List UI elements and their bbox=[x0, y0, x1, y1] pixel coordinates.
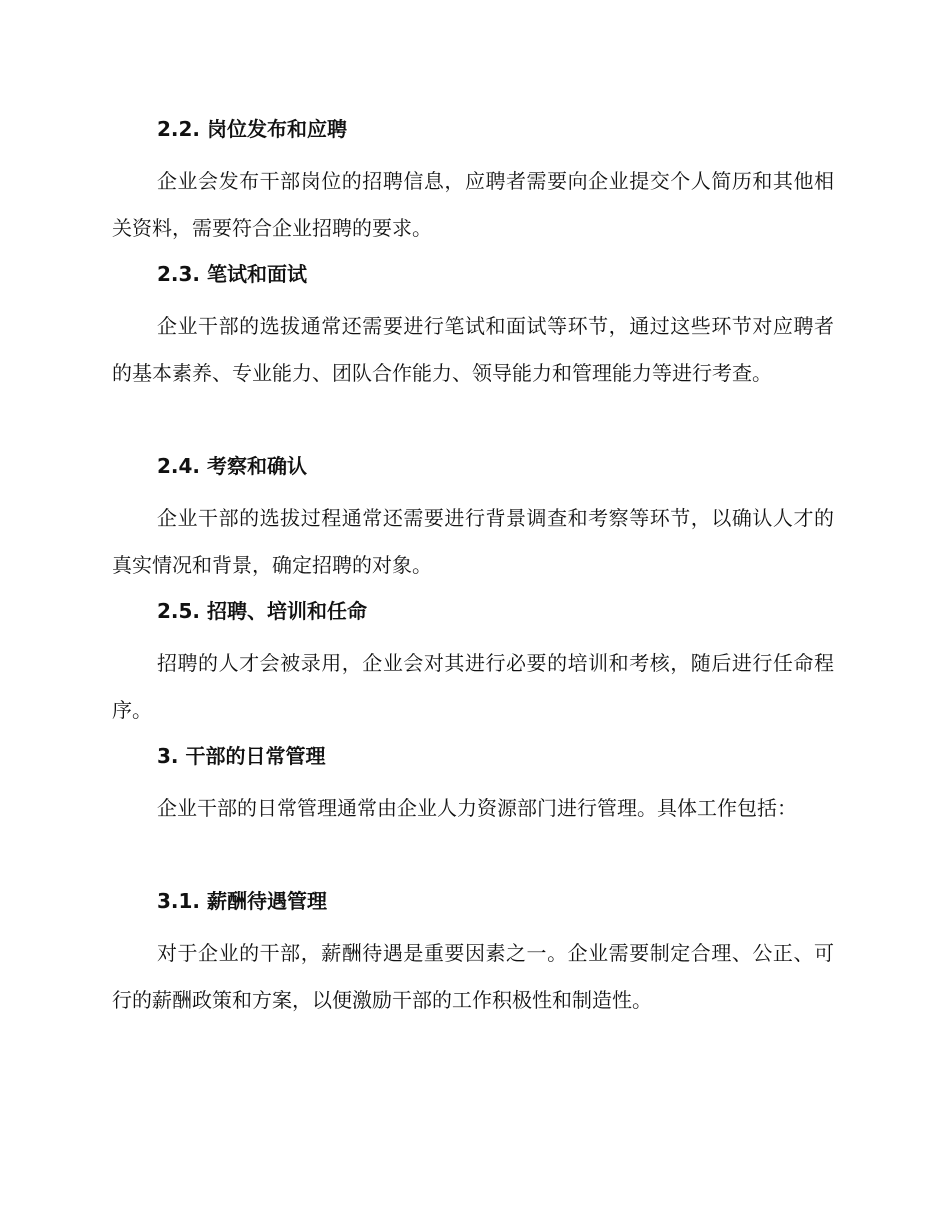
section-body-3-1: 对于企业的干部，薪酬待遇是重要因素之一。企业需要制定合理、公正、可行的薪酬政策和方案，以便激励干部的工作积极性和制造性。 bbox=[112, 941, 834, 1012]
section-body-2-4: 企业干部的选拔过程通常还需要进行背景调查和考察等环节，以确认人才的真实情况和背景，确定招聘的对象。 bbox=[112, 506, 834, 577]
section-heading-2-5: 2.5. 招聘、培训和任命 bbox=[157, 599, 367, 623]
section-heading-3-1: 3.1. 薪酬待遇管理 bbox=[157, 889, 327, 913]
section-heading-3: 3. 干部的日常管理 bbox=[157, 744, 326, 768]
section-heading-2-2: 2.2. 岗位发布和应聘 bbox=[157, 117, 347, 141]
section-body-2-2: 企业会发布干部岗位的招聘信息，应聘者需要向企业提交个人简历和其他相关资料，需要符合企业招聘的要求。 bbox=[112, 169, 834, 240]
section-body-2-3: 企业干部的选拔通常还需要进行笔试和面试等环节，通过这些环节对应聘者的基本素养、专业能力、团队合作能力、领导能力和管理能力等进行考查。 bbox=[112, 314, 834, 385]
section-body-2-5: 招聘的人才会被录用，企业会对其进行必要的培训和考核，随后进行任命程序。 bbox=[112, 651, 834, 722]
section-body-3: 企业干部的日常管理通常由企业人力资源部门进行管理。具体工作包括： bbox=[157, 796, 797, 820]
section-heading-2-3: 2.3. 笔试和面试 bbox=[157, 262, 307, 286]
document-content bbox=[112, 112, 834, 1029]
section-heading-2-4: 2.4. 考察和确认 bbox=[157, 454, 307, 478]
